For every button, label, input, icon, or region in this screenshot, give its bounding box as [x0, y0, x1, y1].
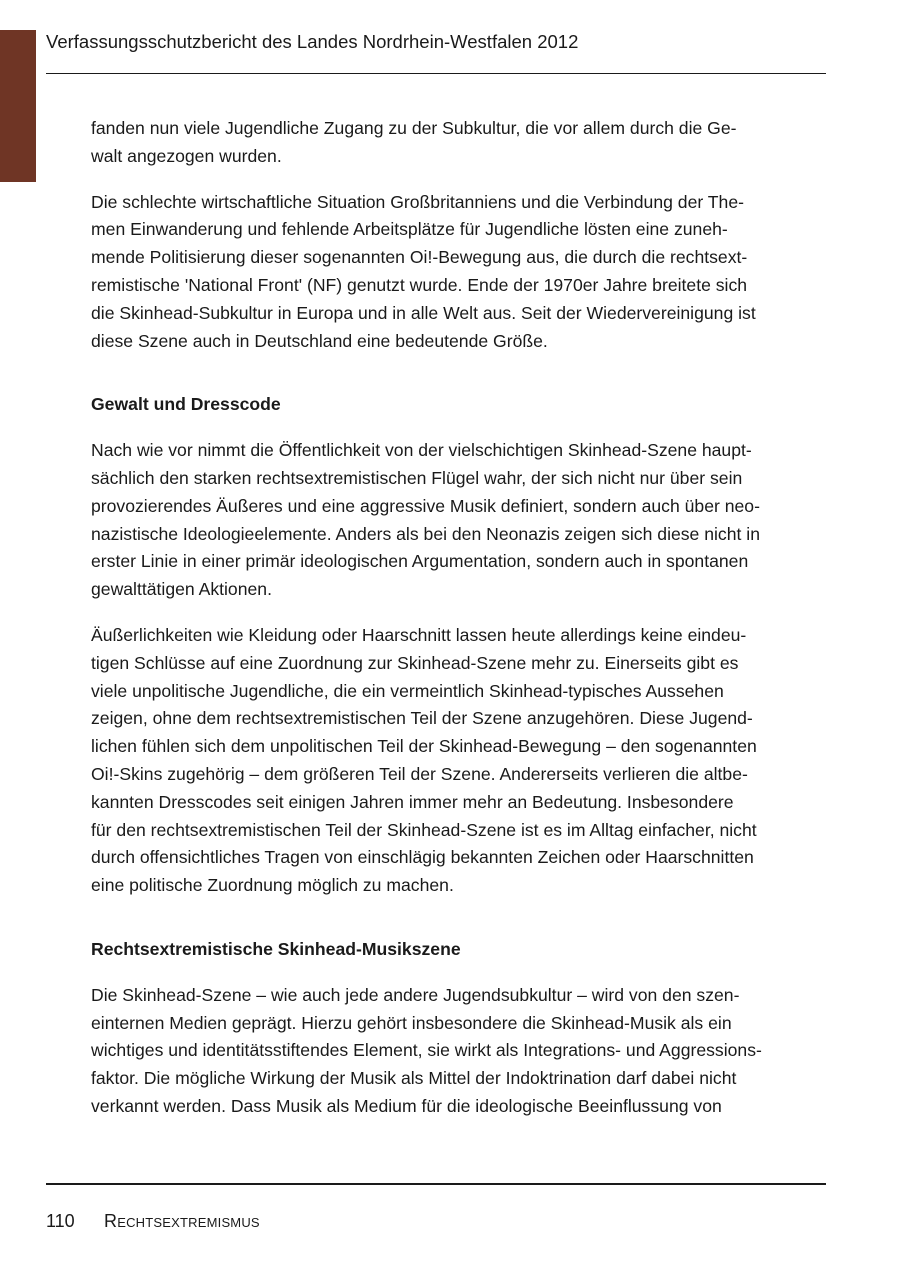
section-heading-gewalt-dresscode: Gewalt und Dresscode [91, 394, 281, 415]
paragraph-3 [91, 437, 831, 604]
text-line: walt angezogen wurden. [91, 145, 282, 166]
paragraph-2 [91, 189, 831, 356]
text-line: Die schlechte wirtschaftliche Situation Großbritanniens und die Verbindung der The- [91, 191, 744, 212]
text-line: Die Skinhead-Szene – wie auch jede andere Jugendsubkultur – wird von den szen- [91, 984, 740, 1005]
text-line: provozierendes Äußeres und eine aggressive Musik definiert, sondern auch über neo- [91, 495, 760, 516]
text-line: Nach wie vor nimmt die Öffentlichkeit von der vielschichtigen Skinhead-Szene haupt- [91, 440, 752, 461]
text-line: kannten Dresscodes seit einigen Jahren immer mehr an Bedeutung. Insbesondere [91, 791, 734, 812]
text-line: diese Szene auch in Deutschland eine bedeutende Größe. [91, 330, 548, 351]
text-line: Oi!-Skins zugehörig – dem größeren Teil der Szene. Andererseits verlieren die altbe- [91, 763, 748, 784]
text-line: tigen Schlüsse auf eine Zuordnung zur Skinhead-Szene mehr zu. Einerseits gibt es [91, 652, 739, 673]
text-line: verkannt werden. Dass Musik als Medium für die ideologische Beeinflussung von [91, 1095, 722, 1116]
chapter-color-tab [0, 30, 36, 182]
paragraph-4 [91, 622, 831, 900]
text-line: die Skinhead-Subkultur in Europa und in alle Welt aus. Seit der Wiedervereinigung ist [91, 302, 756, 323]
text-line: durch offensichtliches Tragen von einschlägig bekannten Zeichen oder Haarschnitten [91, 847, 754, 868]
page-body [91, 115, 831, 1139]
text-line: für den rechtsextremistischen Teil der Skinhead-Szene ist es im Alltag einfacher, nicht [91, 819, 757, 840]
text-line: einternen Medien geprägt. Hierzu gehört insbesondere die Skinhead-Musik als ein [91, 1012, 732, 1033]
section-heading-musikszene: Rechtsextremistische Skinhead-Musikszene [91, 938, 461, 959]
text-line: gewalttätigen Aktionen. [91, 579, 272, 600]
paragraph-1 [91, 115, 831, 171]
footer-section-name: Rechtsextremismus [104, 1211, 260, 1231]
paragraph-5 [91, 982, 831, 1121]
text-line: erster Linie in einer primär ideologischen Argumentation, sondern auch in spontanen [91, 551, 749, 572]
text-line: fanden nun viele Jugendliche Zugang zu der Subkultur, die vor allem durch die Ge- [91, 118, 737, 138]
text-line: lichen fühlen sich dem unpolitischen Teil der Skinhead-Bewegung – den sogenannten [91, 736, 757, 757]
text-line: sächlich den starken rechtsextremistischen Flügel wahr, der sich nicht nur über sein [91, 467, 743, 488]
text-line: wichtiges und identitätsstiftendes Element, sie wirkt als Integrations- und Aggressions- [91, 1040, 762, 1061]
text-line: zeigen, ohne dem rechtsextremistischen Teil der Szene anzugehören. Diese Jugend- [91, 708, 753, 729]
text-line: remistische 'National Front' (NF) genutzt wurde. Ende der 1970er Jahre breitete sich [91, 274, 748, 295]
text-line: mende Politisierung dieser sogenannten Oi!-Bewegung aus, die durch die rechtsext- [91, 247, 748, 268]
running-header: Verfassungsschutzbericht des Landes Nordrhein-Westfalen 2012 [46, 31, 579, 52]
text-line: nazistische Ideologieelemente. Anders als bei den Neonazis zeigen sich diese nicht in [91, 523, 760, 544]
text-line: viele unpolitische Jugendliche, die ein vermeintlich Skinhead-typisches Aussehen [91, 680, 724, 701]
text-line: faktor. Die mögliche Wirkung der Musik als Mittel der Indoktrination darf dabei nicht [91, 1068, 737, 1089]
footer-divider [46, 1183, 826, 1185]
header-divider [46, 73, 826, 74]
text-line: men Einwanderung und fehlende Arbeitsplätze für Jugendliche lösten eine zuneh- [91, 219, 728, 240]
text-line: Äußerlichkeiten wie Kleidung oder Haarschnitt lassen heute allerdings keine eindeu- [91, 624, 747, 645]
text-line: eine politische Zuordnung möglich zu machen. [91, 875, 454, 896]
page-number: 110 [46, 1211, 75, 1231]
